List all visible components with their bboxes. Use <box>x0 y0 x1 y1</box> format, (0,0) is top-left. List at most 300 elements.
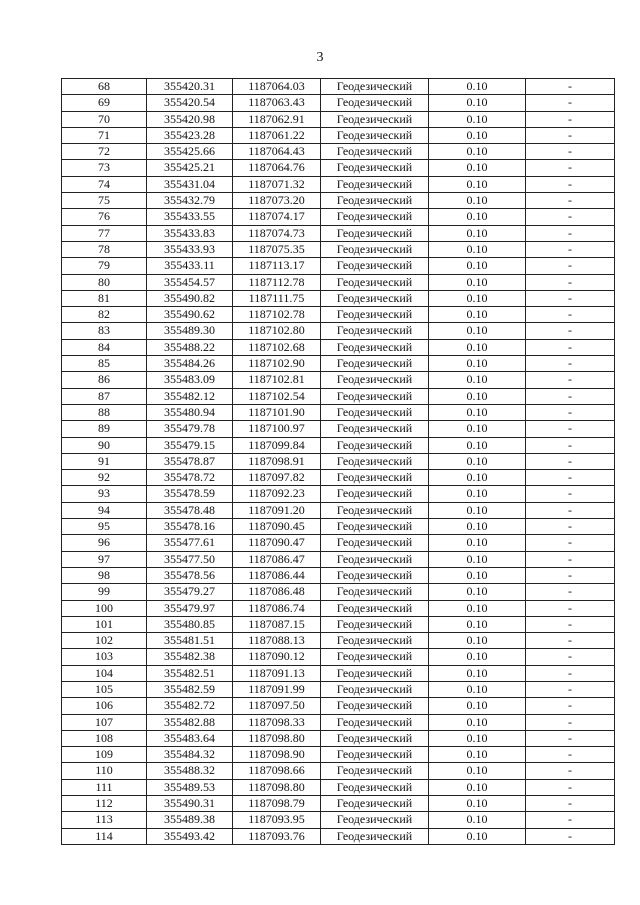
y-coordinate-cell: 1187061.22 <box>233 127 321 143</box>
description-cell: - <box>526 796 615 812</box>
accuracy-cell: 0.10 <box>429 649 526 665</box>
x-coordinate-cell: 355484.32 <box>147 747 233 763</box>
accuracy-cell: 0.10 <box>429 730 526 746</box>
y-coordinate-cell: 1187098.66 <box>233 763 321 779</box>
description-cell: - <box>526 79 615 95</box>
point-number-cell: 76 <box>62 209 147 225</box>
x-coordinate-cell: 355483.09 <box>147 372 233 388</box>
y-coordinate-cell: 1187073.20 <box>233 193 321 209</box>
table-row <box>62 323 615 339</box>
coordinates-table-body <box>62 79 615 845</box>
description-cell: - <box>526 274 615 290</box>
table-row <box>62 79 615 95</box>
description-cell: - <box>526 144 615 160</box>
y-coordinate-cell: 1187091.99 <box>233 681 321 697</box>
table-row <box>62 616 615 632</box>
table-row <box>62 421 615 437</box>
point-number-cell: 111 <box>62 779 147 795</box>
method-cell: Геодезический <box>321 111 429 127</box>
x-coordinate-cell: 355425.21 <box>147 160 233 176</box>
table-row <box>62 535 615 551</box>
y-coordinate-cell: 1187086.47 <box>233 551 321 567</box>
table-row <box>62 698 615 714</box>
table-row <box>62 486 615 502</box>
table-row <box>62 388 615 404</box>
method-cell: Геодезический <box>321 372 429 388</box>
point-number-cell: 105 <box>62 681 147 697</box>
point-number-cell: 86 <box>62 372 147 388</box>
accuracy-cell: 0.10 <box>429 290 526 306</box>
y-coordinate-cell: 1187090.47 <box>233 535 321 551</box>
y-coordinate-cell: 1187113.17 <box>233 258 321 274</box>
method-cell: Геодезический <box>321 225 429 241</box>
accuracy-cell: 0.10 <box>429 714 526 730</box>
point-number-cell: 102 <box>62 633 147 649</box>
x-coordinate-cell: 355433.55 <box>147 209 233 225</box>
x-coordinate-cell: 355482.59 <box>147 681 233 697</box>
method-cell: Геодезический <box>321 730 429 746</box>
description-cell: - <box>526 404 615 420</box>
description-cell: - <box>526 225 615 241</box>
description-cell: - <box>526 372 615 388</box>
table-row <box>62 779 615 795</box>
table-row <box>62 144 615 160</box>
table-row <box>62 747 615 763</box>
x-coordinate-cell: 355489.53 <box>147 779 233 795</box>
accuracy-cell: 0.10 <box>429 160 526 176</box>
y-coordinate-cell: 1187086.74 <box>233 600 321 616</box>
point-number-cell: 71 <box>62 127 147 143</box>
table-row <box>62 730 615 746</box>
method-cell: Геодезический <box>321 812 429 828</box>
x-coordinate-cell: 355483.64 <box>147 730 233 746</box>
x-coordinate-cell: 355479.97 <box>147 600 233 616</box>
y-coordinate-cell: 1187102.90 <box>233 356 321 372</box>
y-coordinate-cell: 1187111.75 <box>233 290 321 306</box>
x-coordinate-cell: 355478.48 <box>147 502 233 518</box>
y-coordinate-cell: 1187100.97 <box>233 421 321 437</box>
y-coordinate-cell: 1187093.76 <box>233 828 321 844</box>
point-number-cell: 90 <box>62 437 147 453</box>
x-coordinate-cell: 355480.94 <box>147 404 233 420</box>
method-cell: Геодезический <box>321 747 429 763</box>
point-number-cell: 98 <box>62 567 147 583</box>
description-cell: - <box>526 241 615 257</box>
y-coordinate-cell: 1187062.91 <box>233 111 321 127</box>
description-cell: - <box>526 747 615 763</box>
y-coordinate-cell: 1187071.32 <box>233 176 321 192</box>
point-number-cell: 81 <box>62 290 147 306</box>
accuracy-cell: 0.10 <box>429 519 526 535</box>
x-coordinate-cell: 355423.28 <box>147 127 233 143</box>
x-coordinate-cell: 355433.83 <box>147 225 233 241</box>
x-coordinate-cell: 355480.85 <box>147 616 233 632</box>
x-coordinate-cell: 355454.57 <box>147 274 233 290</box>
x-coordinate-cell: 355420.54 <box>147 95 233 111</box>
method-cell: Геодезический <box>321 828 429 844</box>
method-cell: Геодезический <box>321 79 429 95</box>
accuracy-cell: 0.10 <box>429 95 526 111</box>
description-cell: - <box>526 584 615 600</box>
description-cell: - <box>526 714 615 730</box>
description-cell: - <box>526 470 615 486</box>
y-coordinate-cell: 1187064.76 <box>233 160 321 176</box>
description-cell: - <box>526 665 615 681</box>
point-number-cell: 94 <box>62 502 147 518</box>
table-row <box>62 763 615 779</box>
point-number-cell: 78 <box>62 241 147 257</box>
x-coordinate-cell: 355482.88 <box>147 714 233 730</box>
x-coordinate-cell: 355477.61 <box>147 535 233 551</box>
x-coordinate-cell: 355488.22 <box>147 339 233 355</box>
point-number-cell: 93 <box>62 486 147 502</box>
y-coordinate-cell: 1187098.91 <box>233 453 321 469</box>
point-number-cell: 87 <box>62 388 147 404</box>
y-coordinate-cell: 1187097.50 <box>233 698 321 714</box>
point-number-cell: 107 <box>62 714 147 730</box>
table-row <box>62 812 615 828</box>
description-cell: - <box>526 812 615 828</box>
accuracy-cell: 0.10 <box>429 567 526 583</box>
table-row <box>62 307 615 323</box>
accuracy-cell: 0.10 <box>429 453 526 469</box>
y-coordinate-cell: 1187091.20 <box>233 502 321 518</box>
point-number-cell: 114 <box>62 828 147 844</box>
table-row <box>62 828 615 844</box>
accuracy-cell: 0.10 <box>429 339 526 355</box>
y-coordinate-cell: 1187102.68 <box>233 339 321 355</box>
accuracy-cell: 0.10 <box>429 665 526 681</box>
y-coordinate-cell: 1187101.90 <box>233 404 321 420</box>
point-number-cell: 70 <box>62 111 147 127</box>
point-number-cell: 112 <box>62 796 147 812</box>
description-cell: - <box>526 633 615 649</box>
x-coordinate-cell: 355431.04 <box>147 176 233 192</box>
y-coordinate-cell: 1187092.23 <box>233 486 321 502</box>
method-cell: Геодезический <box>321 633 429 649</box>
y-coordinate-cell: 1187112.78 <box>233 274 321 290</box>
table-row <box>62 372 615 388</box>
accuracy-cell: 0.10 <box>429 502 526 518</box>
description-cell: - <box>526 437 615 453</box>
x-coordinate-cell: 355432.79 <box>147 193 233 209</box>
y-coordinate-cell: 1187102.80 <box>233 323 321 339</box>
x-coordinate-cell: 355477.50 <box>147 551 233 567</box>
x-coordinate-cell: 355489.38 <box>147 812 233 828</box>
x-coordinate-cell: 355479.27 <box>147 584 233 600</box>
table-row <box>62 274 615 290</box>
x-coordinate-cell: 355482.38 <box>147 649 233 665</box>
point-number-cell: 91 <box>62 453 147 469</box>
table-row <box>62 160 615 176</box>
x-coordinate-cell: 355490.62 <box>147 307 233 323</box>
method-cell: Геодезический <box>321 551 429 567</box>
x-coordinate-cell: 355478.16 <box>147 519 233 535</box>
description-cell: - <box>526 193 615 209</box>
point-number-cell: 97 <box>62 551 147 567</box>
x-coordinate-cell: 355481.51 <box>147 633 233 649</box>
method-cell: Геодезический <box>321 258 429 274</box>
accuracy-cell: 0.10 <box>429 193 526 209</box>
description-cell: - <box>526 421 615 437</box>
method-cell: Геодезический <box>321 95 429 111</box>
method-cell: Геодезический <box>321 209 429 225</box>
accuracy-cell: 0.10 <box>429 307 526 323</box>
x-coordinate-cell: 355433.93 <box>147 241 233 257</box>
point-number-cell: 110 <box>62 763 147 779</box>
accuracy-cell: 0.10 <box>429 323 526 339</box>
x-coordinate-cell: 355433.11 <box>147 258 233 274</box>
y-coordinate-cell: 1187098.90 <box>233 747 321 763</box>
accuracy-cell: 0.10 <box>429 828 526 844</box>
y-coordinate-cell: 1187090.12 <box>233 649 321 665</box>
y-coordinate-cell: 1187064.43 <box>233 144 321 160</box>
point-number-cell: 80 <box>62 274 147 290</box>
point-number-cell: 85 <box>62 356 147 372</box>
accuracy-cell: 0.10 <box>429 144 526 160</box>
table-row <box>62 258 615 274</box>
description-cell: - <box>526 828 615 844</box>
table-row <box>62 633 615 649</box>
method-cell: Геодезический <box>321 356 429 372</box>
point-number-cell: 92 <box>62 470 147 486</box>
table-row <box>62 584 615 600</box>
point-number-cell: 84 <box>62 339 147 355</box>
page-number: 3 <box>316 50 324 65</box>
accuracy-cell: 0.10 <box>429 616 526 632</box>
y-coordinate-cell: 1187087.15 <box>233 616 321 632</box>
table-row <box>62 339 615 355</box>
description-cell: - <box>526 730 615 746</box>
method-cell: Геодезический <box>321 176 429 192</box>
table-row <box>62 453 615 469</box>
x-coordinate-cell: 355479.15 <box>147 437 233 453</box>
point-number-cell: 109 <box>62 747 147 763</box>
accuracy-cell: 0.10 <box>429 388 526 404</box>
method-cell: Геодезический <box>321 502 429 518</box>
x-coordinate-cell: 355482.51 <box>147 665 233 681</box>
method-cell: Геодезический <box>321 453 429 469</box>
method-cell: Геодезический <box>321 388 429 404</box>
description-cell: - <box>526 95 615 111</box>
y-coordinate-cell: 1187102.78 <box>233 307 321 323</box>
y-coordinate-cell: 1187097.82 <box>233 470 321 486</box>
point-number-cell: 100 <box>62 600 147 616</box>
point-number-cell: 101 <box>62 616 147 632</box>
x-coordinate-cell: 355478.59 <box>147 486 233 502</box>
description-cell: - <box>526 519 615 535</box>
method-cell: Геодезический <box>321 193 429 209</box>
description-cell: - <box>526 681 615 697</box>
description-cell: - <box>526 356 615 372</box>
table-row <box>62 404 615 420</box>
x-coordinate-cell: 355478.72 <box>147 470 233 486</box>
x-coordinate-cell: 355489.30 <box>147 323 233 339</box>
point-number-cell: 77 <box>62 225 147 241</box>
method-cell: Геодезический <box>321 649 429 665</box>
description-cell: - <box>526 209 615 225</box>
method-cell: Геодезический <box>321 714 429 730</box>
description-cell: - <box>526 127 615 143</box>
description-cell: - <box>526 323 615 339</box>
point-number-cell: 74 <box>62 176 147 192</box>
point-number-cell: 113 <box>62 812 147 828</box>
method-cell: Геодезический <box>321 307 429 323</box>
x-coordinate-cell: 355478.87 <box>147 453 233 469</box>
table-row <box>62 649 615 665</box>
point-number-cell: 103 <box>62 649 147 665</box>
table-row <box>62 665 615 681</box>
accuracy-cell: 0.10 <box>429 111 526 127</box>
description-cell: - <box>526 307 615 323</box>
y-coordinate-cell: 1187086.48 <box>233 584 321 600</box>
method-cell: Геодезический <box>321 665 429 681</box>
accuracy-cell: 0.10 <box>429 258 526 274</box>
accuracy-cell: 0.10 <box>429 225 526 241</box>
table-row <box>62 356 615 372</box>
point-number-cell: 68 <box>62 79 147 95</box>
description-cell: - <box>526 698 615 714</box>
y-coordinate-cell: 1187098.79 <box>233 796 321 812</box>
table-row <box>62 290 615 306</box>
table-row <box>62 193 615 209</box>
x-coordinate-cell: 355420.31 <box>147 79 233 95</box>
accuracy-cell: 0.10 <box>429 421 526 437</box>
method-cell: Геодезический <box>321 535 429 551</box>
y-coordinate-cell: 1187099.84 <box>233 437 321 453</box>
description-cell: - <box>526 339 615 355</box>
table-row <box>62 681 615 697</box>
y-coordinate-cell: 1187074.17 <box>233 209 321 225</box>
accuracy-cell: 0.10 <box>429 79 526 95</box>
method-cell: Геодезический <box>321 519 429 535</box>
accuracy-cell: 0.10 <box>429 372 526 388</box>
x-coordinate-cell: 355425.66 <box>147 144 233 160</box>
accuracy-cell: 0.10 <box>429 796 526 812</box>
point-number-cell: 69 <box>62 95 147 111</box>
point-number-cell: 96 <box>62 535 147 551</box>
accuracy-cell: 0.10 <box>429 274 526 290</box>
description-cell: - <box>526 160 615 176</box>
y-coordinate-cell: 1187102.54 <box>233 388 321 404</box>
x-coordinate-cell: 355482.72 <box>147 698 233 714</box>
method-cell: Геодезический <box>321 437 429 453</box>
point-number-cell: 75 <box>62 193 147 209</box>
point-number-cell: 82 <box>62 307 147 323</box>
table-row <box>62 95 615 111</box>
description-cell: - <box>526 616 615 632</box>
point-number-cell: 83 <box>62 323 147 339</box>
accuracy-cell: 0.10 <box>429 535 526 551</box>
table-row <box>62 600 615 616</box>
table-row <box>62 502 615 518</box>
accuracy-cell: 0.10 <box>429 470 526 486</box>
method-cell: Геодезический <box>321 144 429 160</box>
x-coordinate-cell: 355482.12 <box>147 388 233 404</box>
description-cell: - <box>526 649 615 665</box>
description-cell: - <box>526 535 615 551</box>
y-coordinate-cell: 1187090.45 <box>233 519 321 535</box>
table-row <box>62 209 615 225</box>
table-row <box>62 176 615 192</box>
method-cell: Геодезический <box>321 274 429 290</box>
y-coordinate-cell: 1187063.43 <box>233 95 321 111</box>
table-row <box>62 551 615 567</box>
description-cell: - <box>526 453 615 469</box>
y-coordinate-cell: 1187075.35 <box>233 241 321 257</box>
accuracy-cell: 0.10 <box>429 584 526 600</box>
table-row <box>62 437 615 453</box>
table-row <box>62 796 615 812</box>
table-row <box>62 519 615 535</box>
accuracy-cell: 0.10 <box>429 600 526 616</box>
method-cell: Геодезический <box>321 160 429 176</box>
description-cell: - <box>526 486 615 502</box>
description-cell: - <box>526 258 615 274</box>
y-coordinate-cell: 1187098.80 <box>233 730 321 746</box>
accuracy-cell: 0.10 <box>429 779 526 795</box>
x-coordinate-cell: 355479.78 <box>147 421 233 437</box>
method-cell: Геодезический <box>321 584 429 600</box>
accuracy-cell: 0.10 <box>429 681 526 697</box>
x-coordinate-cell: 355420.98 <box>147 111 233 127</box>
accuracy-cell: 0.10 <box>429 698 526 714</box>
point-number-cell: 88 <box>62 404 147 420</box>
point-number-cell: 108 <box>62 730 147 746</box>
table-row <box>62 111 615 127</box>
y-coordinate-cell: 1187074.73 <box>233 225 321 241</box>
method-cell: Геодезический <box>321 616 429 632</box>
accuracy-cell: 0.10 <box>429 209 526 225</box>
accuracy-cell: 0.10 <box>429 404 526 420</box>
accuracy-cell: 0.10 <box>429 747 526 763</box>
y-coordinate-cell: 1187098.33 <box>233 714 321 730</box>
coordinates-table <box>61 78 615 845</box>
x-coordinate-cell: 355484.26 <box>147 356 233 372</box>
table-row <box>62 470 615 486</box>
y-coordinate-cell: 1187102.81 <box>233 372 321 388</box>
method-cell: Геодезический <box>321 241 429 257</box>
method-cell: Геодезический <box>321 681 429 697</box>
method-cell: Геодезический <box>321 698 429 714</box>
method-cell: Геодезический <box>321 470 429 486</box>
description-cell: - <box>526 763 615 779</box>
x-coordinate-cell: 355490.82 <box>147 290 233 306</box>
accuracy-cell: 0.10 <box>429 551 526 567</box>
y-coordinate-cell: 1187091.13 <box>233 665 321 681</box>
x-coordinate-cell: 355490.31 <box>147 796 233 812</box>
description-cell: - <box>526 502 615 518</box>
description-cell: - <box>526 567 615 583</box>
x-coordinate-cell: 355493.42 <box>147 828 233 844</box>
table-row <box>62 714 615 730</box>
y-coordinate-cell: 1187064.03 <box>233 79 321 95</box>
accuracy-cell: 0.10 <box>429 176 526 192</box>
y-coordinate-cell: 1187086.44 <box>233 567 321 583</box>
point-number-cell: 72 <box>62 144 147 160</box>
table-row <box>62 225 615 241</box>
method-cell: Геодезический <box>321 600 429 616</box>
description-cell: - <box>526 551 615 567</box>
accuracy-cell: 0.10 <box>429 812 526 828</box>
method-cell: Геодезический <box>321 796 429 812</box>
table-row <box>62 567 615 583</box>
point-number-cell: 95 <box>62 519 147 535</box>
point-number-cell: 104 <box>62 665 147 681</box>
method-cell: Геодезический <box>321 486 429 502</box>
accuracy-cell: 0.10 <box>429 356 526 372</box>
method-cell: Геодезический <box>321 404 429 420</box>
